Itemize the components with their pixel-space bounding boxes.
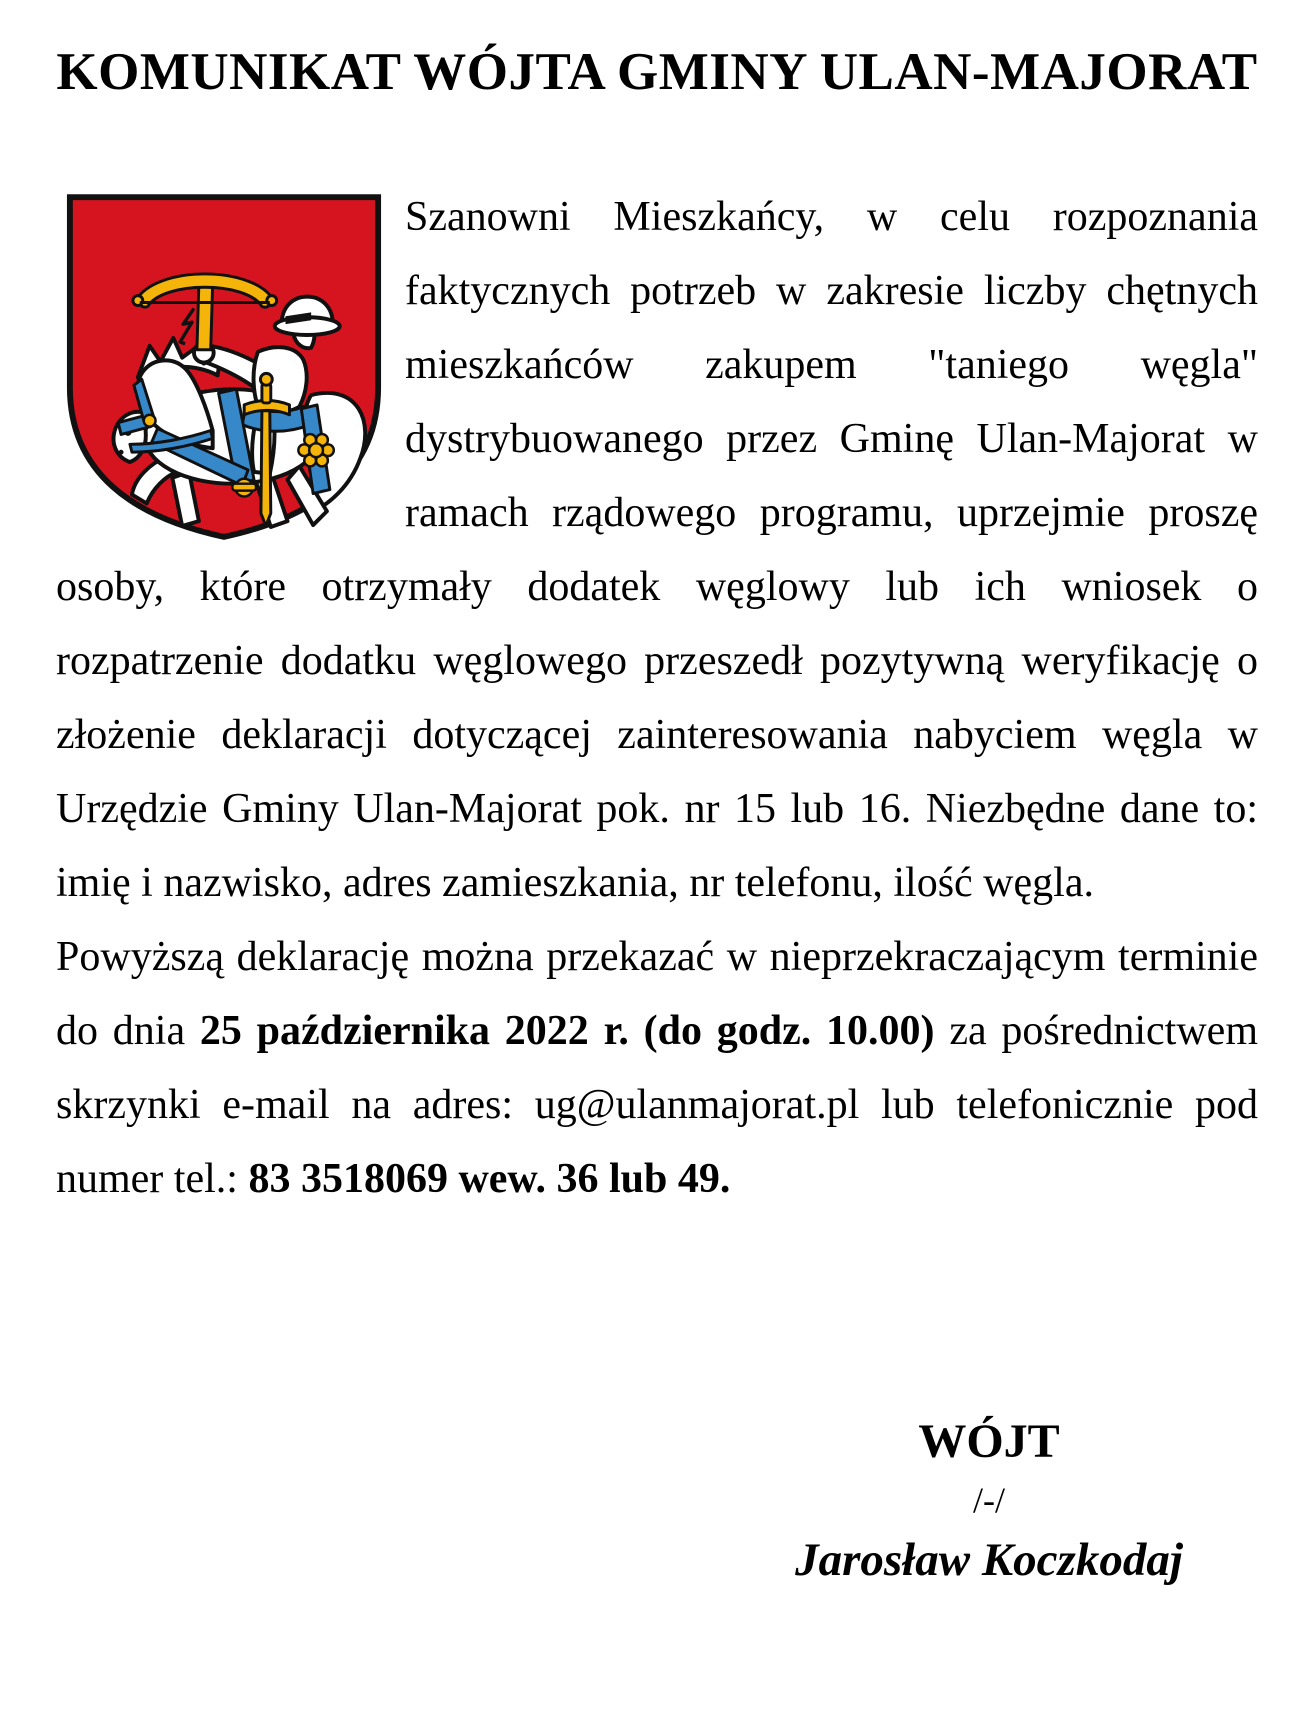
coat-of-arms-svg	[63, 190, 385, 545]
phone-number-text: 83 3518069 wew. 36 lub 49.	[248, 1156, 731, 1202]
signature-block	[774, 1411, 1204, 1593]
deadline-text: 25 października 2022 r. (do godz. 10.00)	[199, 1008, 935, 1054]
signature-name: Jarosław Koczkodaj	[795, 1534, 1183, 1586]
paragraph-2	[56, 920, 1258, 1216]
paragraph-2-contact: za pośrednictwem skrzynki e-mail na adres: ug@ulanmajorat.pl lub telefonicznie pod numer tel.:	[56, 1008, 1258, 1202]
paragraph-1-text: Szanowni Mieszkańcy, w celu rozpoznania faktycznych potrzeb w zakresie liczby chętnych mieszkańców zakupem "taniego węgla" dystrybuowanego przez Gminę Ulan-Majorat w ramach rządowego programu, uprzejmie proszę osoby, które otrzymały dodatek węglowy lub ich wniosek o rozpatrzenie dodatku węglowego przeszedł pozytywną weryfikację o złożenie deklaracji dotyczącej zainteresowania nabyciem węgla w Urzędzie Gminy Ulan-Majorat pok. nr 15 lub 16. Niezbędne dane to: imię i nazwisko, adres zamieszkania, nr telefonu, ilość węgla.	[56, 194, 1258, 906]
paragraph-2-intro: Powyższą deklarację można przekazać w nieprzekraczającym terminie do dnia	[56, 934, 1258, 1054]
signature-separator: /-/	[973, 1480, 1005, 1520]
coat-of-arms-icon	[63, 190, 385, 545]
signature-title: WÓJT	[918, 1415, 1060, 1468]
announcement-body	[56, 180, 1258, 1216]
page-title: KOMUNIKAT WÓJTA GMINY ULAN-MAJORAT	[56, 43, 1258, 101]
